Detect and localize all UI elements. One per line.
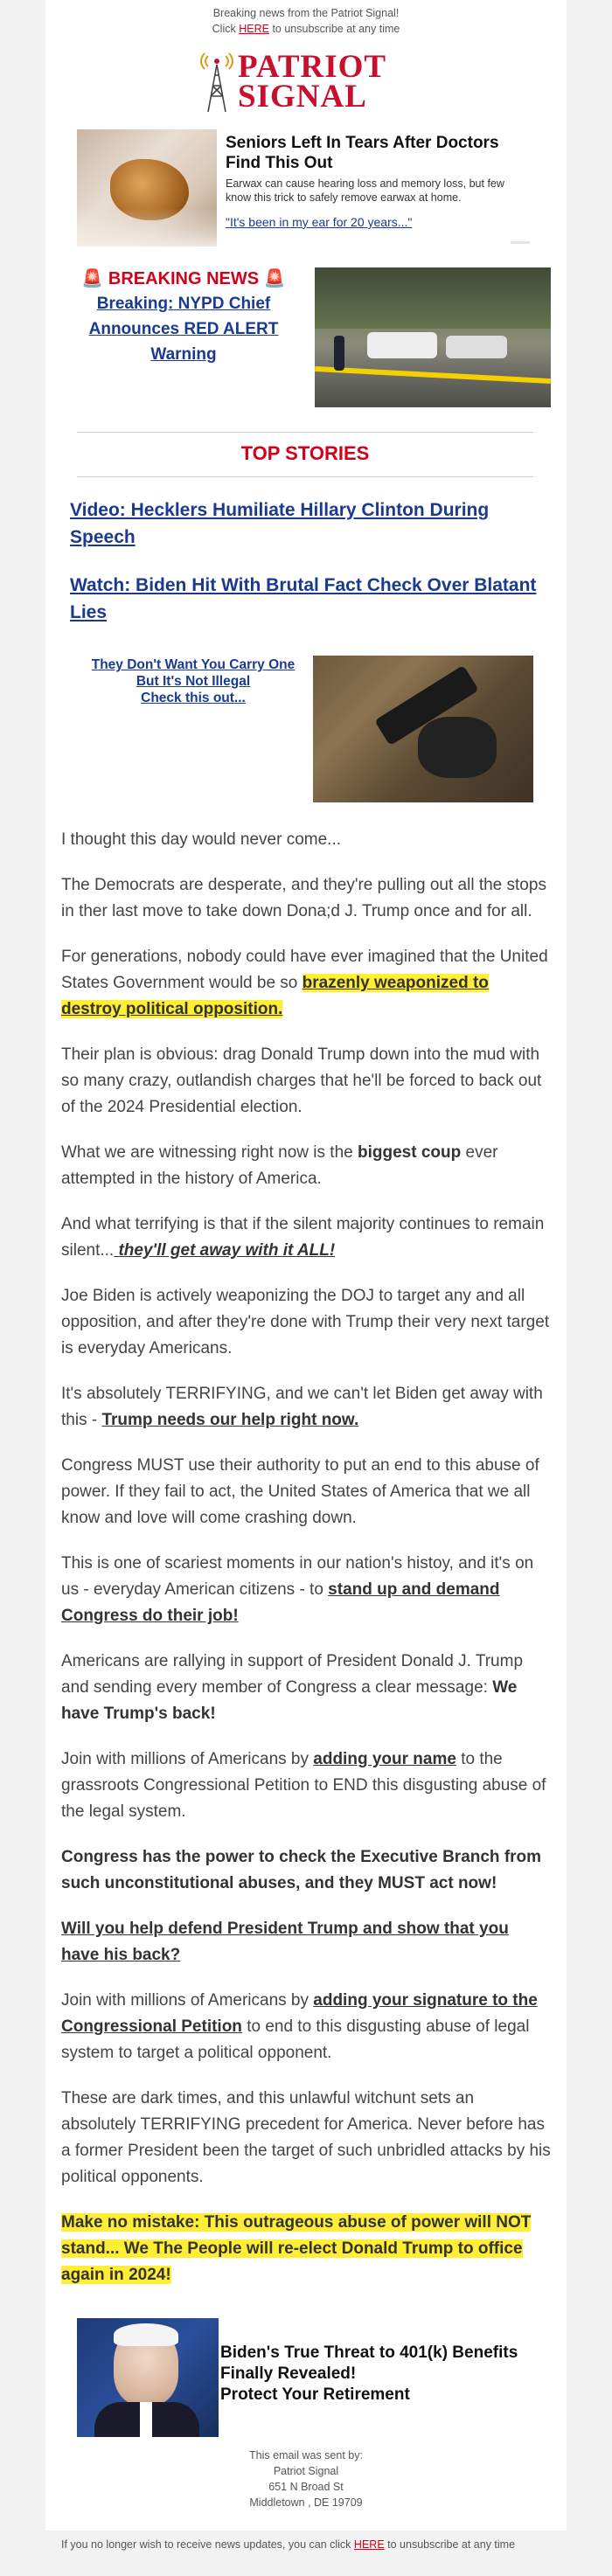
article-p12: Join with millions of Americans by adding your name to the grassroots Congressional Petition to END this disgusting abuse of the legal system.: [61, 1750, 546, 1821]
top-stories-label: TOP STORIES: [240, 442, 370, 464]
divider-bottom: [77, 476, 533, 477]
hair-shape: [114, 2323, 178, 2346]
article-p6: And what terrifying is that if the silent majority continues to remain silent... they'll get away with it ALL!: [61, 1215, 545, 1260]
earwax-ad-image[interactable]: [77, 129, 217, 246]
flashlight-ad-image[interactable]: [313, 656, 533, 802]
biden-ad-subtitle[interactable]: Protect Your Retirement: [220, 2385, 410, 2404]
article-p17: Make no mistake: This outrageous abuse of power will NOT stand... We The People will re-elect Donald Trump to office again in 2024!: [61, 2213, 532, 2284]
article-p15: Join with millions of Americans by adding your signature to the Congressional Petition to end to this disgusting abuse of legal system to target a political opponent.: [61, 1991, 538, 2062]
police-car: [367, 332, 437, 358]
article-p4: Their plan is obvious: drag Donald Trump down into the mud with so many crazy, outlandish charges that he'll be forced to back out of the 2024 Presidential election.: [61, 1045, 542, 1116]
earwax-ad-title[interactable]: Seniors Left In Tears After Doctors Find This Out: [226, 134, 499, 172]
article-p14: [61, 1916, 551, 1968]
biden-ad-title[interactable]: Biden's True Threat to 401(k) Benefits Finally Revealed!: [220, 2343, 518, 2383]
unsubscribe-link-bottom[interactable]: HERE: [353, 2538, 385, 2551]
top-story-link-2[interactable]: Watch: Biden Hit With Brutal Fact Check Over Blatant Lies: [70, 575, 537, 622]
police-tape: [315, 366, 551, 384]
ad-badge: [511, 241, 530, 244]
footer-unsubscribe: If you no longer wish to receive news updates, you can click HERE to unsubscribe at any time: [61, 2538, 516, 2551]
article-p8: It's absolutely TERRIFYING, and we can't let Biden get away with this - Trump needs our help right now.: [61, 1385, 543, 1429]
article-p9: Congress MUST use their authority to put an end to this abuse of power. If they fail to act, the United States of America that we all know and love will come crashing down.: [61, 1456, 539, 1527]
trump-needs-help-link[interactable]: Trump needs our help right now.: [101, 1411, 359, 1429]
breaking-news-label: 🚨 BREAKING NEWS 🚨: [81, 269, 286, 288]
siren-icon: 🚨: [263, 269, 286, 288]
top-story-link-1[interactable]: Video: Hecklers Humiliate Hillary Clinton During Speech: [70, 500, 490, 547]
flashlight-ad-text: [84, 656, 303, 706]
article-p10: This is one of scariest moments in our nation's histoy, and it's on us - everyday American citizens - to stand up and demand Congress do their job!: [61, 1554, 534, 1625]
earwax-ad-text: [226, 133, 523, 229]
unsubscribe-link-top[interactable]: HERE: [239, 23, 269, 35]
article-p13: Congress has the power to check the Executive Branch from such unconstitutional abuses, and they MUST act now!: [61, 1848, 542, 1892]
logo-line1: PATRIOT: [238, 49, 387, 85]
article-p2: The Democrats are desperate, and they're pulling out all the stops in ther last move to take down Dona;d J. Trump once and for all.: [61, 876, 546, 920]
breaking-news-block: [70, 267, 297, 367]
glove-hand: [418, 717, 497, 778]
demand-congress-link[interactable]: stand up and demand Congress do their job!: [61, 1580, 500, 1625]
article-p7: Joe Biden is actively weaponizing the DOJ to target any and all opposition, and after they're done with Trump their very next target is everyday Americans.: [61, 1287, 550, 1357]
logo-line2: SIGNAL: [238, 79, 367, 115]
article-p5: What we are witnessing right now is the biggest coup ever attempted in the history of America.: [61, 1143, 498, 1188]
footer-address: [45, 2448, 567, 2510]
police-car: [446, 336, 507, 358]
get-away-link[interactable]: they'll get away with it ALL!: [114, 1241, 336, 1260]
article-p1: I thought this day would never come...: [61, 830, 342, 849]
footer-city: Middletown , DE 19709: [249, 2496, 363, 2509]
preheader: [45, 5, 567, 37]
article: [61, 827, 551, 2308]
siren-icon: 🚨: [81, 269, 104, 288]
flashlight-ad-title[interactable]: They Don't Want You Carry One But It's Not Illegal: [91, 657, 296, 689]
footer-street: 651 N Broad St: [268, 2481, 344, 2493]
officer-figure: [334, 336, 344, 371]
flashlight-ad-cta[interactable]: Check this out...: [141, 691, 246, 705]
footer-sent-by: This email was sent by:: [249, 2449, 363, 2461]
preheader-line1: Breaking news from the Patriot Signal!: [212, 7, 400, 19]
radio-tower-icon: [199, 52, 234, 114]
earwax-ad-link[interactable]: "It's been in my ear for 20 years...": [226, 215, 413, 229]
patriot-signal-logo[interactable]: [199, 51, 418, 115]
divider-top: [77, 432, 533, 433]
biden-ad-text: [220, 2343, 526, 2406]
article-p16: These are dark times, and this unlawful witchunt sets an absolutely TERRIFYING precedent for America. Never before has a former President been the target of such unbridled attacks by his political opponents.: [61, 2089, 551, 2186]
defend-trump-link[interactable]: Will you help defend President Trump and show that you have his back?: [61, 1920, 509, 1964]
footer-name: Patriot Signal: [273, 2465, 339, 2477]
police-scene-image[interactable]: [315, 267, 551, 407]
biden-ad-image[interactable]: [77, 2318, 219, 2437]
article-p3: For generations, nobody could have ever imagined that the United States Government would be so brazenly weaponized to destroy political opposition.: [61, 948, 548, 1018]
add-your-name-link[interactable]: adding your name: [313, 1750, 456, 1768]
preheader-line2: Click HERE to unsubscribe at any time: [212, 23, 400, 35]
add-signature-link[interactable]: adding your signature to the Congressional Petition: [61, 1991, 538, 2036]
earwax-ad-description: Earwax can cause hearing loss and memory loss, but few know this trick to safely remove earwax at home.: [226, 177, 504, 204]
breaking-news-headline[interactable]: Breaking: NYPD Chief Announces RED ALERT Warning: [88, 295, 279, 364]
weaponized-link[interactable]: brazenly weaponized to destroy political opposition.: [61, 974, 489, 1018]
article-p11: Americans are rallying in support of President Donald J. Trump and sending every member of Congress a clear message: We have Trump's back!: [61, 1652, 524, 1723]
